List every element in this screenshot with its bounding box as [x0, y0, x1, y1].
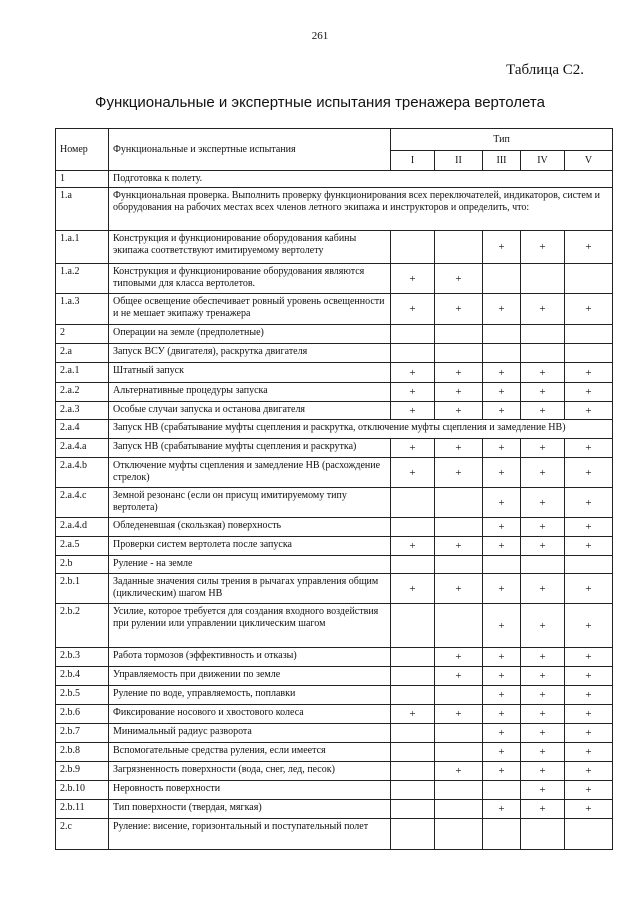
type-mark: +	[391, 264, 435, 294]
row-description: Минимальный радиус разворота	[109, 724, 391, 743]
row-number: 2.b.1	[56, 574, 109, 604]
table-row	[56, 537, 613, 556]
type-mark: +	[391, 439, 435, 458]
type-mark	[391, 724, 435, 743]
type-mark: +	[483, 648, 521, 667]
header-type-iv: IV	[521, 151, 565, 171]
type-mark	[483, 264, 521, 294]
row-description: Функциональная проверка. Выполнить проверку функционирования всех переключателей, индикаторов, систем и оборудования на рабочих местах всех членов летного экипажа и инструкторов и определить, что:	[109, 188, 613, 231]
type-mark: +	[521, 743, 565, 762]
type-mark	[435, 325, 483, 344]
row-number: 1.a	[56, 188, 109, 231]
type-mark: +	[483, 439, 521, 458]
type-mark	[391, 800, 435, 819]
type-mark: +	[521, 231, 565, 264]
type-mark: +	[565, 383, 613, 402]
type-mark: +	[483, 458, 521, 488]
row-number: 1.a.3	[56, 294, 109, 325]
header-type-ii: II	[435, 151, 483, 171]
table-row	[56, 781, 613, 800]
type-mark	[521, 556, 565, 574]
type-mark: +	[435, 383, 483, 402]
table-row	[56, 800, 613, 819]
type-mark	[435, 556, 483, 574]
type-mark	[391, 518, 435, 537]
type-mark	[565, 556, 613, 574]
type-mark: +	[435, 294, 483, 325]
type-mark	[521, 264, 565, 294]
type-mark	[435, 800, 483, 819]
row-description: Управляемость при движении по земле	[109, 667, 391, 686]
type-mark	[391, 743, 435, 762]
table-row	[56, 604, 613, 648]
row-number: 2.a.4.c	[56, 488, 109, 518]
type-mark: +	[521, 800, 565, 819]
type-mark	[435, 743, 483, 762]
row-description: Альтернативные процедуры запуска	[109, 383, 391, 402]
row-description: Подготовка к полету.	[109, 171, 613, 188]
type-mark	[565, 325, 613, 344]
type-mark: +	[483, 574, 521, 604]
type-mark: +	[521, 574, 565, 604]
row-description: Конструкция и функционирование оборудования кабины экипажа соответствуют имитируемому вертолету	[109, 231, 391, 264]
row-number: 1.a.1	[56, 231, 109, 264]
row-number: 1	[56, 171, 109, 188]
table-row	[56, 363, 613, 383]
row-description: Тип поверхности (твердая, мягкая)	[109, 800, 391, 819]
table-row	[56, 743, 613, 762]
row-description: Конструкция и функционирование оборудования являются типовыми для класса вертолетов.	[109, 264, 391, 294]
type-mark: +	[565, 537, 613, 556]
type-mark: +	[521, 458, 565, 488]
type-mark: +	[565, 488, 613, 518]
type-mark: +	[521, 705, 565, 724]
type-mark: +	[565, 439, 613, 458]
type-mark: +	[483, 667, 521, 686]
row-description: Запуск ВСУ (двигателя), раскрутка двигателя	[109, 344, 391, 363]
row-description: Земной резонанс (если он присущ имитируемому типу вертолета)	[109, 488, 391, 518]
type-mark	[435, 686, 483, 705]
table-label: Таблица С2.	[506, 62, 584, 78]
table-header	[56, 129, 613, 171]
row-number: 2.b.9	[56, 762, 109, 781]
table-row	[56, 686, 613, 705]
row-description: Руление: висение, горизонтальный и поступательный полет	[109, 819, 391, 850]
table-row	[56, 383, 613, 402]
row-description: Руление по воде, управляемость, поплавки	[109, 686, 391, 705]
type-mark: +	[483, 231, 521, 264]
type-mark	[483, 819, 521, 850]
table-row	[56, 420, 613, 439]
type-mark	[391, 762, 435, 781]
type-mark	[435, 819, 483, 850]
type-mark: +	[521, 604, 565, 648]
type-mark: +	[435, 264, 483, 294]
row-number: 2.b.4	[56, 667, 109, 686]
table-row	[56, 762, 613, 781]
row-description: Фиксирование носового и хвостового колеса	[109, 705, 391, 724]
type-mark: +	[391, 537, 435, 556]
type-mark: +	[521, 402, 565, 420]
type-mark	[391, 488, 435, 518]
type-mark	[435, 724, 483, 743]
type-mark: +	[435, 574, 483, 604]
row-number: 2.b.7	[56, 724, 109, 743]
row-description: Загрязненность поверхности (вода, снег, лед, песок)	[109, 762, 391, 781]
row-description: Обледеневшая (скользкая) поверхность	[109, 518, 391, 537]
header-type-i: I	[391, 151, 435, 171]
row-description: Заданные значения силы трения в рычагах управления общим (циклическим) шагом НВ	[109, 574, 391, 604]
type-mark: +	[435, 402, 483, 420]
row-description: Усилие, которое требуется для создания входного воздействия при рулении или управлении циклическим шагом	[109, 604, 391, 648]
row-description: Вспомогательные средства руления, если имеется	[109, 743, 391, 762]
type-mark: +	[483, 294, 521, 325]
type-mark: +	[565, 667, 613, 686]
row-number: 2.a.4	[56, 420, 109, 439]
type-mark	[565, 819, 613, 850]
type-mark: +	[483, 686, 521, 705]
type-mark	[391, 781, 435, 800]
table-row	[56, 705, 613, 724]
type-mark	[391, 325, 435, 344]
row-description: Запуск НВ (срабатывание муфты сцепления и раскрутка, отключение муфты сцепления и замедление НВ)	[109, 420, 613, 439]
type-mark: +	[565, 686, 613, 705]
type-mark: +	[521, 518, 565, 537]
type-mark: +	[483, 363, 521, 383]
type-mark: +	[521, 363, 565, 383]
type-mark: +	[483, 402, 521, 420]
row-number: 2.a.4.a	[56, 439, 109, 458]
type-mark: +	[483, 604, 521, 648]
type-mark: +	[483, 537, 521, 556]
type-mark: +	[521, 648, 565, 667]
type-mark: +	[483, 762, 521, 781]
row-description: Запуск НВ (срабатывание муфты сцепления и раскрутка)	[109, 439, 391, 458]
table-row	[56, 556, 613, 574]
table-row	[56, 648, 613, 667]
type-mark	[483, 344, 521, 363]
type-mark	[483, 325, 521, 344]
header-number: Номер	[56, 129, 109, 171]
table-row	[56, 264, 613, 294]
header-type-iii: III	[483, 151, 521, 171]
type-mark: +	[391, 402, 435, 420]
type-mark	[565, 344, 613, 363]
table-row	[56, 667, 613, 686]
row-number: 2	[56, 325, 109, 344]
row-description: Особые случаи запуска и останова двигателя	[109, 402, 391, 420]
type-mark: +	[483, 705, 521, 724]
type-mark: +	[435, 537, 483, 556]
type-mark: +	[391, 363, 435, 383]
type-mark: +	[565, 648, 613, 667]
row-number: 2.a.4.d	[56, 518, 109, 537]
table-row	[56, 402, 613, 420]
type-mark	[483, 556, 521, 574]
row-number: 2.a.1	[56, 363, 109, 383]
row-number: 2.b.2	[56, 604, 109, 648]
type-mark: +	[565, 294, 613, 325]
type-mark: +	[391, 294, 435, 325]
row-description: Операции на земле (предполетные)	[109, 325, 391, 344]
page-number: 261	[311, 30, 329, 42]
type-mark: +	[435, 363, 483, 383]
header-type: Тип	[391, 129, 613, 151]
type-mark: +	[521, 383, 565, 402]
type-mark	[391, 667, 435, 686]
type-mark: +	[521, 439, 565, 458]
type-mark: +	[565, 705, 613, 724]
table-row	[56, 188, 613, 231]
row-number: 2.a.2	[56, 383, 109, 402]
type-mark: +	[435, 458, 483, 488]
type-mark: +	[565, 800, 613, 819]
type-mark: +	[565, 781, 613, 800]
type-mark: +	[521, 724, 565, 743]
type-mark: +	[521, 781, 565, 800]
type-mark: +	[565, 402, 613, 420]
document-title: Функциональные и экспертные испытания тренажера вертолета	[95, 94, 545, 111]
type-mark	[521, 344, 565, 363]
row-number: 2.a.5	[56, 537, 109, 556]
row-number: 2.a	[56, 344, 109, 363]
type-mark	[435, 231, 483, 264]
type-mark: +	[391, 383, 435, 402]
table-row	[56, 574, 613, 604]
table-row	[56, 325, 613, 344]
type-mark: +	[391, 574, 435, 604]
type-mark: +	[521, 537, 565, 556]
row-description: Штатный запуск	[109, 363, 391, 383]
type-mark: +	[483, 518, 521, 537]
table-row	[56, 488, 613, 518]
table-body	[56, 171, 613, 850]
table-row	[56, 819, 613, 850]
row-number: 2.b.5	[56, 686, 109, 705]
table-row	[56, 294, 613, 325]
type-mark	[391, 344, 435, 363]
type-mark: +	[483, 724, 521, 743]
type-mark: +	[483, 383, 521, 402]
row-description: Руление - на земле	[109, 556, 391, 574]
type-mark: +	[391, 458, 435, 488]
type-mark: +	[435, 667, 483, 686]
row-description: Проверки систем вертолета после запуска	[109, 537, 391, 556]
table-row	[56, 231, 613, 264]
type-mark: +	[565, 604, 613, 648]
row-description: Отключение муфты сцепления и замедление НВ (расхождение стрелок)	[109, 458, 391, 488]
table-row	[56, 171, 613, 188]
tests-table	[55, 128, 613, 850]
row-number: 2.a.4.b	[56, 458, 109, 488]
table-row	[56, 439, 613, 458]
type-mark	[435, 488, 483, 518]
row-description: Неровность поверхности	[109, 781, 391, 800]
row-number: 2.b.10	[56, 781, 109, 800]
table-row	[56, 518, 613, 537]
type-mark	[391, 819, 435, 850]
table-row	[56, 344, 613, 363]
type-mark: +	[391, 705, 435, 724]
type-mark: +	[521, 762, 565, 781]
type-mark	[391, 231, 435, 264]
header-tests: Функциональные и экспертные испытания	[109, 129, 391, 171]
type-mark	[391, 648, 435, 667]
table-row	[56, 724, 613, 743]
type-mark: +	[435, 705, 483, 724]
row-number: 2.b.11	[56, 800, 109, 819]
type-mark	[565, 264, 613, 294]
header-type-v: V	[565, 151, 613, 171]
type-mark	[483, 781, 521, 800]
type-mark	[521, 325, 565, 344]
type-mark: +	[521, 667, 565, 686]
row-description: Общее освещение обеспечивает ровный уровень освещенности и не мешает экипажу тренажера	[109, 294, 391, 325]
type-mark: +	[521, 686, 565, 705]
row-number: 2.c	[56, 819, 109, 850]
type-mark: +	[483, 743, 521, 762]
type-mark: +	[435, 648, 483, 667]
table-row	[56, 458, 613, 488]
type-mark: +	[521, 294, 565, 325]
type-mark: +	[565, 231, 613, 264]
type-mark: +	[565, 762, 613, 781]
type-mark: +	[521, 488, 565, 518]
type-mark	[435, 344, 483, 363]
type-mark: +	[565, 724, 613, 743]
type-mark: +	[435, 762, 483, 781]
row-number: 2.a.3	[56, 402, 109, 420]
row-number: 2.b.3	[56, 648, 109, 667]
type-mark	[521, 819, 565, 850]
type-mark	[391, 604, 435, 648]
type-mark: +	[483, 488, 521, 518]
type-mark: +	[565, 743, 613, 762]
row-number: 2.b.6	[56, 705, 109, 724]
row-number: 1.a.2	[56, 264, 109, 294]
type-mark	[435, 604, 483, 648]
type-mark: +	[565, 458, 613, 488]
type-mark	[435, 781, 483, 800]
type-mark: +	[565, 518, 613, 537]
type-mark: +	[435, 439, 483, 458]
type-mark: +	[565, 363, 613, 383]
type-mark	[391, 686, 435, 705]
type-mark: +	[565, 574, 613, 604]
type-mark	[435, 518, 483, 537]
row-number: 2.b.8	[56, 743, 109, 762]
row-number: 2.b	[56, 556, 109, 574]
type-mark	[391, 556, 435, 574]
row-description: Работа тормозов (эффективность и отказы)	[109, 648, 391, 667]
type-mark: +	[483, 800, 521, 819]
